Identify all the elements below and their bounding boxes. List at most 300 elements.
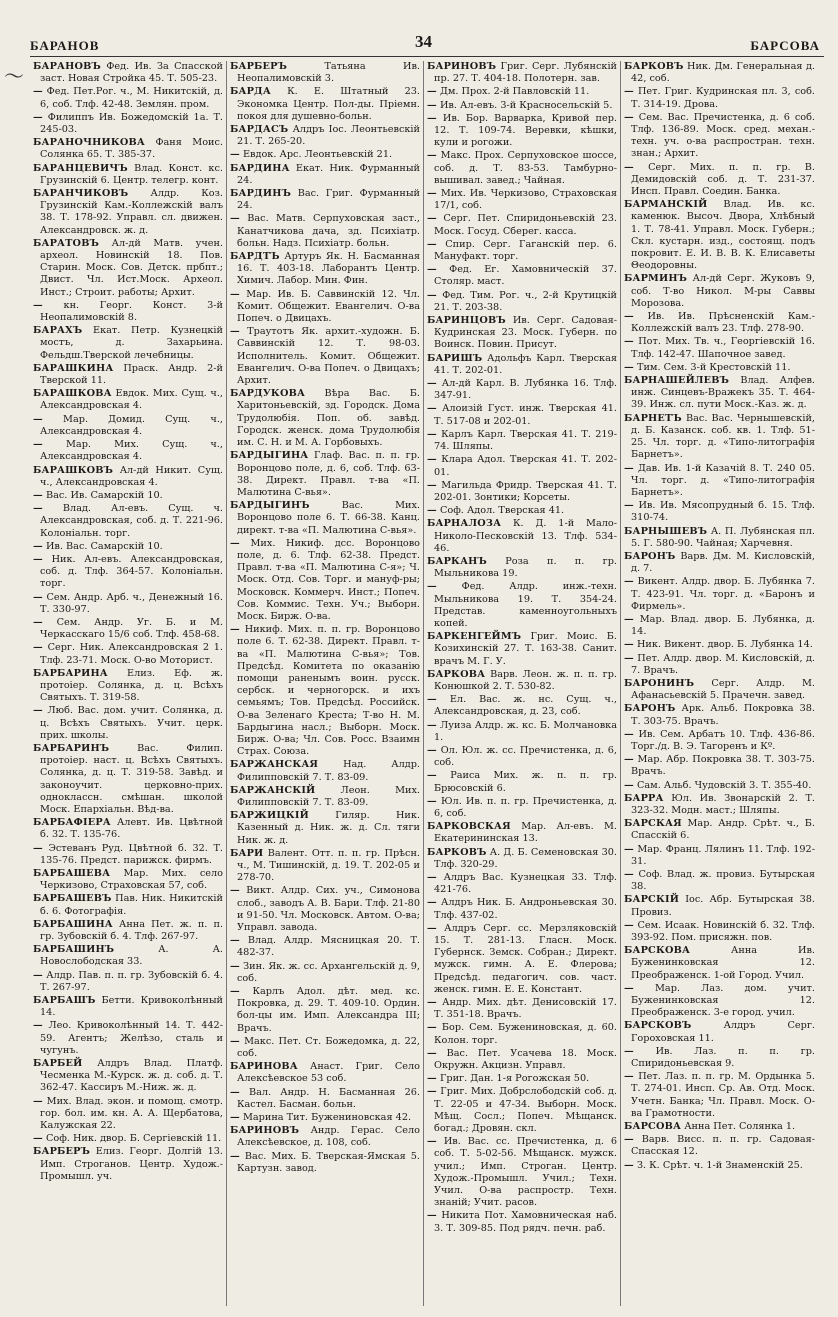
- directory-entry: [33, 1146, 223, 1183]
- directory-entry: [427, 796, 617, 820]
- entry-details: Дав. Ив. 1-й Казачій 8. Т. 240 05. Чл. торг. д. «Типо-литографія Барнетъ».: [631, 462, 815, 498]
- page-header: [30, 30, 824, 57]
- entry-details: Екат. Ник. Фурманный 24.: [237, 162, 420, 186]
- directory-entry: [624, 311, 815, 335]
- entry-details: Ал-дй Серг. Жуковъ 9, соб. Т-во Никол. М-ры Саввы Морозова.: [631, 273, 815, 309]
- entry-details: Мих. Никиф. дсс. Воронцово поле, д. 6. Тлф. 62-38. Предст. Правл. т-ва «П. Малютина С-я»; Ч. Моск. Отд. Сов. Торг. и мануф-ры; Московск. Коммерч. Инст.; Попеч. Сов. Коммис. Техн. Уч.; Выборн. Моск. Бирж. О-ва.: [237, 537, 420, 622]
- directory-entry: [230, 163, 420, 187]
- entry-surname: БАРЖАНСКАЯ: [230, 759, 319, 771]
- entry-details: Дм. Прох. 2-й Павловскій 11.: [439, 86, 590, 98]
- entry-details: Бетти. Кривоколѣнный 14.: [40, 995, 223, 1019]
- entry-details: Ол. Юл. ж. сс. Пречистенка, д. 6, соб.: [434, 744, 617, 769]
- directory-entry: [230, 885, 420, 934]
- entry-surname: —: [624, 462, 634, 474]
- entry-details: Вал. Андр. Н. Басманная 26. Кастел. Басман. больн.: [237, 1086, 420, 1110]
- entry-details: Ив. Вас. Самарскій 10.: [45, 540, 163, 552]
- entry-surname: —: [427, 428, 437, 440]
- entry-surname: БАРАНОВЪ: [33, 61, 101, 72]
- directory-entry: [427, 1136, 617, 1209]
- directory-entry: [427, 1210, 617, 1234]
- directory-entry: [427, 454, 617, 478]
- entry-surname: —: [427, 264, 437, 276]
- entry-surname: —: [427, 744, 437, 756]
- entry-surname: БАРМАНСКІЙ: [624, 199, 708, 211]
- directory-entry: [624, 336, 815, 360]
- directory-entry: [624, 703, 815, 727]
- directory-entry: [230, 935, 420, 959]
- directory-entry: [427, 847, 617, 871]
- entry-surname: —: [33, 553, 43, 565]
- entry-details: Елиз. Еф. ж. протоіер. Солянка, д. ц. Всѣхъ Святыхъ. Т. 319-58.: [40, 667, 223, 704]
- directory-entry: [230, 326, 420, 387]
- entry-surname: —: [427, 997, 437, 1009]
- entry-surname: БАРСКІЙ: [624, 894, 680, 906]
- directory-entry: [624, 413, 815, 462]
- entry-details: Фед. Пет.Рог. ч., М. Никитскій, д. 6, соб. Тлф. 42-48. Землян. пром.: [40, 86, 223, 110]
- directory-entry: [33, 1133, 223, 1145]
- entry-details: Алдр. Пав. п. п. гр. Зубовскій б. 4. Т. 267-97.: [40, 969, 223, 993]
- directory-entry: [230, 500, 420, 537]
- entry-surname: —: [427, 1086, 437, 1098]
- entry-surname: —: [230, 213, 240, 225]
- entry-details: Ник. Викент. двор. Б. Лубянка 14.: [636, 639, 813, 651]
- entry-details: Никиф. Мих. п. п. гр. Воронцово поле 6. Т. 62-38. Директ. Правл. т-ва «П. Малютина С-вья»; Тов. Предсѣд. Комитета по оказанію помощи раненымъ воин. русск. сербск. и черногорск. и ихъ семьямъ; Тов. Предсѣд. Российск. О-ва Зеленаго Креста; Т-во Н. М. Бардыгина насл.; Выборн. Моск. Бирж. О-ва; Чл. Сов. Росс. Взаимн Страх. Союза.: [237, 624, 420, 758]
- entry-surname: —: [427, 99, 437, 111]
- entry-details: Бор. Сем. Бужениновская, д. 60. Колон. торг.: [434, 1022, 617, 1046]
- entry-surname: —: [624, 869, 634, 880]
- directory-entry: [33, 238, 223, 299]
- entry-details: А. А. Новослободская 33.: [40, 944, 223, 968]
- entry-details: Григ. Дан. 1-я Рогожская 50.: [439, 1073, 590, 1085]
- entry-surname: —: [230, 1112, 240, 1124]
- entry-details: Ив. Ал-евъ. 3-й Красносельскій 5.: [439, 99, 613, 111]
- directory-entry: [33, 188, 223, 237]
- entry-surname: БАРАНЦЕВИЧЪ: [33, 162, 128, 174]
- entry-details: Ив. Сем. Арбатъ 10. Тлф. 436-86. Торг./д. В. Э. Тагоренъ и Кº.: [631, 728, 815, 752]
- entry-columns: [30, 61, 824, 1306]
- directory-entry: [427, 821, 617, 845]
- entry-details: Адольфъ Карл. Тверская 41. Т. 202-01.: [434, 352, 617, 376]
- entry-surname: —: [230, 1035, 240, 1047]
- directory-entry: [427, 113, 617, 150]
- entry-surname: БАРБАШЪ: [33, 995, 96, 1007]
- directory-entry: [33, 944, 223, 968]
- entry-details: Соф. Влад. ж. провиз. Бутырская 38.: [631, 869, 815, 893]
- directory-entry: [33, 503, 223, 540]
- directory-entry: [230, 848, 420, 885]
- column-1: [30, 61, 227, 1306]
- entry-details: Мар. Влад. двор. Б. Лубянка, д. 14.: [631, 613, 815, 638]
- entry-details: Луиза Алдр. ж. кс. Б. Молчановка 1.: [434, 719, 617, 743]
- directory-entry: [230, 1151, 420, 1175]
- entry-details: Вас. Пет. Усачева 18. Моск. Окружн. Акцизн. Управл.: [434, 1047, 617, 1072]
- directory-entry: [427, 61, 617, 85]
- entry-surname: —: [624, 779, 634, 791]
- entry-surname: —: [427, 454, 437, 466]
- directory-entry: [427, 353, 617, 377]
- directory-entry: [230, 213, 420, 250]
- entry-surname: —: [230, 624, 240, 636]
- entry-surname: —: [33, 1095, 43, 1107]
- entry-surname: БАРБЕЙ: [33, 1058, 83, 1070]
- entry-details: Карлъ Адол. дѣт. мед. кс. Покровка, д. 29. Т. 409-10. Ордин. бол-цы им. Имп. Александра III; Врачъ.: [237, 986, 420, 1034]
- entry-details: Мар. Ал-евъ. М. Екатерининская 13.: [434, 821, 617, 845]
- entry-surname: БАРРА: [624, 792, 664, 804]
- directory-entry: [230, 785, 420, 809]
- directory-entry: [624, 463, 815, 500]
- directory-entry: [33, 1058, 223, 1095]
- entry-surname: —: [427, 403, 437, 415]
- entry-surname: —: [427, 897, 437, 909]
- directory-entry: [624, 945, 815, 982]
- entry-surname: БАРОНЪ: [624, 703, 676, 715]
- directory-entry: [624, 844, 815, 868]
- entry-surname: БАРНАШЕЙЛЕВЪ: [624, 375, 730, 387]
- directory-entry: [33, 868, 223, 892]
- entry-details: Алдръ Вас. Кузнецкая 33. Тлф. 421-76.: [434, 872, 617, 896]
- entry-surname: —: [33, 540, 43, 552]
- entry-surname: БАРНЫШЕВЪ: [624, 525, 708, 537]
- directory-entry: [624, 793, 815, 817]
- directory-entry: [33, 300, 223, 324]
- entry-surname: БАРИНЦОВЪ: [427, 315, 506, 327]
- entry-surname: —: [624, 161, 634, 173]
- directory-entry: [427, 897, 617, 921]
- entry-surname: БАРИ: [230, 847, 264, 859]
- entry-details: Лео. Кривоколѣнный 14. Т. 442-59. Агентъ; Желѣзо, сталь и чугунъ.: [40, 1020, 223, 1056]
- entry-surname: БАРЖИЦКІЙ: [230, 810, 309, 822]
- entry-surname: БАРДАСЪ: [230, 124, 289, 136]
- entry-details: Филиппъ Ив. Божедомскій 1а. Т. 245-03.: [40, 111, 223, 136]
- entry-surname: БАРБАШИНЪ: [33, 944, 115, 956]
- entry-surname: БАРДЫГИНА: [230, 450, 309, 462]
- entry-details: Фед. Ив. За Спасской заст. Новая Стройка 45. Т. 505-23.: [40, 61, 223, 85]
- directory-entry: [427, 631, 617, 668]
- directory-entry: [624, 362, 815, 374]
- entry-details: Глаф. Вас. п. п. гр. Воронцово поле, д. 6, соб. Тлф. 63-38. Директ. Правл. т-ва «П. Малютина С-вья».: [237, 450, 420, 498]
- entry-details: Вас. Мих. Воронцово поле 6. Т. 66-38. Канц. директ. т-ва «П. Малютина С-вья».: [237, 500, 420, 536]
- directory-entry: [427, 290, 617, 314]
- entry-details: Влад. Ив. кс. каменюк. Высоч. Двора, Хлѣбный 1. Т. 78-41. Управл. Моск. Губерн.; Скл. кустарн. изд., состоящ. подъ покровит. Е. И. В. В. К. Елисаветы Θеодоровны.: [631, 199, 815, 272]
- entry-surname: —: [230, 149, 240, 161]
- entry-details: Марина Тит. Бужениновская 42.: [242, 1112, 412, 1124]
- entry-details: Траутотъ Як. архит.-художн. Б. Саввинскій 12. Т. 98-03. Исполнитель. Комит. Общежит. Евангелич. О-ва Попеч. о Двицахъ; Архит.: [237, 326, 420, 387]
- column-3: [424, 61, 621, 1306]
- entry-surname: БАРМИНЪ: [624, 273, 688, 285]
- directory-entry: [230, 961, 420, 985]
- directory-entry: [230, 289, 420, 326]
- entry-details: Варв. Висс. п. п. гр. Садовая-Спасская 12.: [631, 1134, 815, 1158]
- entry-surname: —: [33, 969, 43, 981]
- directory-entry: [33, 137, 223, 161]
- entry-surname: —: [624, 86, 634, 98]
- directory-entry: [427, 770, 617, 794]
- entry-surname: —: [230, 288, 240, 300]
- directory-entry: [624, 551, 815, 575]
- directory-entry: [33, 465, 223, 489]
- directory-entry: [427, 669, 617, 693]
- directory-entry: [230, 1087, 420, 1111]
- directory-entry: [427, 239, 617, 263]
- entry-details: Андр. Мих. дѣт. Денисовскій 17. Т. 351-18. Врачъ.: [434, 997, 617, 1021]
- directory-entry: [230, 759, 420, 783]
- entry-details: Алдръ Серг. сс. Мерзляковскій 15. Т. 281-13. Гласн. Моск. Губернск. Земск. Собран.; Директ. мужск. гимн. А. Е. Флерова; Предсѣд. педагогич. сов. част. женск. гимн. Е. Е. Констант.: [434, 922, 617, 995]
- entry-surname: БАРБАРИНА: [33, 667, 108, 679]
- directory-entry: [427, 315, 617, 352]
- directory-entry: [624, 199, 815, 272]
- entry-surname: —: [427, 1210, 437, 1222]
- directory-entry: [427, 518, 617, 555]
- entry-surname: —: [230, 1086, 240, 1098]
- entry-surname: —: [230, 885, 240, 897]
- entry-details: Влад. Ал-евъ. Сущ. ч. Александровская, соб. д. Т. 221-96. Колоніальн. торг.: [40, 503, 223, 539]
- entry-details: Алдр. Коз. Грузинскій Кам.-Коллежскій валъ 38. Т. 178-92. Управл. сл. движен. Александровск. ж. д.: [40, 188, 223, 236]
- entry-details: Ал-дй Карл. В. Лубянка 16. Тлф. 347-91.: [434, 378, 617, 402]
- directory-entry: [427, 188, 617, 212]
- entry-surname: —: [33, 489, 43, 501]
- entry-details: Ник. Дм. Генеральная д. 42, соб.: [631, 61, 815, 85]
- directory-entry: [33, 112, 223, 136]
- entry-surname: —: [624, 1071, 634, 1083]
- directory-entry: [230, 124, 420, 148]
- page-number: 34: [415, 32, 432, 51]
- directory-entry: [624, 576, 815, 613]
- entry-surname: БАРОНИНЪ: [624, 677, 695, 689]
- entry-surname: БАРБАРИНЪ: [33, 742, 110, 754]
- directory-entry: [33, 642, 223, 666]
- entry-details: Екат. Петр. Кузнецкій мостъ, д. Захарьина. Фельдш.Тверской лечебницы.: [40, 325, 223, 361]
- entry-details: Люб. Вас. дом. учит. Солянка, д. ц. Всѣхъ Святыхъ. Учит. церк. прих. школы.: [40, 705, 223, 741]
- directory-entry: [624, 1071, 815, 1120]
- entry-surname: —: [230, 537, 240, 549]
- directory-entry: [624, 1046, 815, 1070]
- entry-surname: —: [624, 1159, 634, 1171]
- entry-details: З. К. Срѣт. ч. 1-й Знаменскій 25.: [636, 1159, 803, 1171]
- entry-surname: —: [230, 326, 240, 338]
- entry-details: Пет. Лаз. п. п. гр. М. Ордынка 5. Т. 274-01. Инсп. Ср. Ав. Отд. Моск. Учетн. Банка; Чл. Правл. Моск. О-ва Грамотности.: [631, 1071, 815, 1119]
- entry-surname: БАРЖАНСКІЙ: [230, 784, 316, 796]
- entry-details: Вас. Мих. Б. Тверская-Ямская 5. Картузн. завод.: [237, 1150, 420, 1174]
- entry-details: Вас. Филип. протоіер. наст. ц. Всѣхъ Святыхъ. Солянка, д. ц. Т. 319-58. Завѣд. и законоучит. церковно-прих. одноклассн. смѣшан. школой Моск. Епархіальн. Вѣд-ва.: [40, 742, 223, 815]
- directory-entry: [33, 61, 223, 85]
- entry-details: Варв. Леон. ж. п. п. гр. Конюшкой 2. Т. 530-82.: [434, 668, 617, 692]
- header-left-keyword: БАРАНОВ: [30, 38, 100, 53]
- entry-details: Мар. Мих. село Черкизово, Страховская 57, соб.: [40, 868, 223, 892]
- entry-details: Ив. Вас. сс. Пречистенка, д. 6 соб. Т. 5-02-56. Мѣщанск. мужск. учил.; Имп. Строган. Центр. Худож.-Промышл. Учил.; Техн. Учил. О-ва распростр. Техн. знаній; Учит. расов.: [434, 1136, 617, 1209]
- entry-surname: —: [230, 986, 240, 998]
- directory-entry: [230, 388, 420, 449]
- directory-entry: [230, 251, 420, 288]
- entry-surname: —: [624, 982, 634, 994]
- entry-details: Ал-дй Матв. учен. археол. Новинскій 18. Пов. Старин. Моск. Сов. Детск. прбпт.; Двист. Чл. Ист.Моск. Археол. Инст.; Строит. работы; Архит.: [40, 237, 223, 298]
- entry-surname: БАРДТЪ: [230, 251, 280, 263]
- entry-surname: —: [33, 642, 43, 654]
- entry-surname: —: [33, 1020, 43, 1032]
- directory-entry: [33, 668, 223, 705]
- directory-entry: [427, 1073, 617, 1085]
- entry-surname: БАРАТОВЪ: [33, 237, 100, 249]
- directory-entry: [624, 614, 815, 638]
- entry-details: Сам. Альб. Чудовскій 3. Т. 355-40.: [636, 779, 812, 791]
- entry-details: Вѣра Вас. Б. Харитоньевскій, зд. Городск. Дома Трудолюбія. Поп. об. завѣд. Городск. женск. дома Трудолюбія им. С. Н. и М. А. Горбовыхъ.: [237, 388, 420, 449]
- entry-surname: —: [427, 238, 437, 250]
- directory-entry: [230, 450, 420, 499]
- entry-surname: БАРКОВЪ: [624, 61, 684, 72]
- entry-details: Варв. Дм. М. Кисловскій, д. 7.: [631, 550, 815, 575]
- entry-details: А. П. Лубянская пл. 5. Г. 580-90. Чайная; Харчевня.: [631, 525, 815, 549]
- directory-entry: [33, 592, 223, 616]
- entry-details: Карлъ Карл. Тверская 41. Т. 219-74. Шляпы.: [434, 428, 617, 453]
- directory-entry: [33, 743, 223, 816]
- entry-surname: —: [427, 505, 437, 517]
- entry-details: Артуръ Як. Н. Басманная 16. Т. 403-18. Лаборантъ Центр. Химич. Лабор. Мин. Фин.: [237, 251, 420, 287]
- entry-surname: —: [624, 728, 634, 740]
- directory-entry: [624, 639, 815, 651]
- entry-surname: БАРСКОВА: [624, 945, 691, 957]
- entry-surname: —: [427, 1022, 437, 1034]
- directory-entry: [33, 705, 223, 742]
- entry-details: Праск. Андр. 2-й Тверской 11.: [40, 362, 223, 387]
- entry-surname: —: [33, 439, 43, 451]
- entry-details: Фаня Моис. Солянка 65. Т. 385-37.: [40, 137, 223, 161]
- directory-entry: [427, 694, 617, 718]
- directory-entry: [624, 780, 815, 792]
- entry-surname: —: [230, 935, 240, 947]
- entry-details: Анна Пет. ж. п. п. гр. Зубовскій б. 4. Тлф. 267-97.: [40, 918, 223, 943]
- entry-surname: —: [427, 770, 437, 782]
- entry-details: Мар. Андр. Срѣт. ч., Б. Спасскій 6.: [631, 818, 815, 842]
- directory-entry: [230, 61, 420, 85]
- entry-surname: —: [427, 112, 437, 124]
- directory-entry: [33, 1096, 223, 1133]
- directory-entry: [427, 581, 617, 630]
- entry-surname: —: [427, 86, 437, 98]
- entry-details: Сем. Исаак. Новинскій б. 32. Тлф. 393-92. Пом. присяжн. пов.: [631, 919, 815, 944]
- directory-entry: [33, 163, 223, 187]
- handwritten-mark-icon: 〜: [4, 64, 24, 88]
- entry-surname: —: [427, 213, 437, 225]
- directory-entry: [33, 970, 223, 994]
- entry-surname: БАРБАШЕВЪ: [33, 893, 112, 905]
- entry-surname: —: [624, 1045, 634, 1057]
- entry-details: Вас. Матв. Серпуховская заст., Канатчикова дача, зд. Психіатр. больн. Надз. Психіатр. больн.: [237, 213, 420, 249]
- entry-details: Алдръ Іос. Леонтьевскій 21. Т. 265-20.: [237, 124, 420, 148]
- entry-details: Леон. Мих. Филипповскій 7. Т. 83-09.: [237, 784, 420, 808]
- directory-entry: [33, 817, 223, 841]
- entry-surname: —: [427, 188, 437, 200]
- entry-details: Над. Алдр. Филипповскій 7. Т. 83-09.: [237, 759, 420, 783]
- entry-details: Мих. Влад. экон. и помощ. смотр. гор. бол. им. кн. А. А. Щербатова, Калужская 22.: [40, 1095, 223, 1132]
- entry-surname: —: [230, 1150, 240, 1162]
- entry-surname: —: [624, 361, 634, 373]
- entry-surname: —: [33, 111, 43, 123]
- directory-entry: [33, 388, 223, 412]
- entry-surname: БАРДУКОВА: [230, 388, 306, 400]
- entry-details: Анаст. Григ. Село Алексѣевское 53 соб.: [237, 1061, 420, 1085]
- entry-details: Анна Пет. Солянка 1.: [684, 1121, 796, 1133]
- entry-surname: —: [427, 479, 437, 491]
- directory-entry: [427, 997, 617, 1021]
- entry-surname: БАРКОВЪ: [427, 846, 487, 858]
- directory-entry: [624, 678, 815, 702]
- directory-entry: [427, 872, 617, 896]
- entry-surname: —: [427, 694, 437, 706]
- directory-entry: [624, 86, 815, 110]
- entry-surname: —: [624, 336, 634, 348]
- entry-surname: БАРБЕРЪ: [33, 1146, 91, 1158]
- entry-surname: —: [427, 719, 437, 731]
- entry-surname: —: [230, 960, 240, 972]
- entry-details: Макс. Прох. Серпуховское шоссе, соб. д. Т. 83-53. Тамбурно-вышивал. завед.; Чайная.: [434, 150, 617, 186]
- directory-entry: [230, 1061, 420, 1085]
- directory-entry: [230, 188, 420, 212]
- entry-details: Серг. Ник. Александровская 2 1. Тлф. 23-71. Моск. О-во Моторист.: [40, 642, 223, 666]
- entry-details: Евдок. Мих. Сущ. ч., Александровская 4.: [40, 388, 223, 412]
- directory-entry: [427, 480, 617, 504]
- entry-details: Серг. Алдр. М. Афанасьевскій 5. Прачечн. завед.: [631, 677, 815, 702]
- entry-details: Вас. Ив. Самарскій 10.: [45, 489, 163, 501]
- entry-details: Татьяна Ив. Неопалимовскій 3.: [237, 61, 420, 85]
- directory-entry: [427, 429, 617, 453]
- entry-surname: —: [427, 1136, 437, 1148]
- entry-details: Ел. Вас. ж. нс. Сущ. ч., Александровская, д. 23, соб.: [434, 694, 617, 718]
- entry-details: кн. Георг. Конст. 3-й Неопалимовскій 8.: [40, 299, 223, 324]
- entry-surname: БАРИНОВА: [230, 1061, 298, 1073]
- entry-surname: —: [427, 872, 437, 883]
- entry-surname: —: [427, 1047, 437, 1059]
- entry-details: Алдръ Ник. Б. Андроньевская 30. Тлф. 437-02.: [434, 897, 617, 921]
- entry-details: Валент. Отт. п. п. гр. Прѣсн. ч., М. Тишинскій, д. 19. Т. 202-05 и 278-70.: [237, 847, 420, 884]
- entry-surname: БАРДИНЪ: [230, 188, 292, 200]
- entry-surname: —: [33, 86, 43, 98]
- directory-entry: [427, 720, 617, 744]
- entry-details: Ив. Ив. Мясопрудный б. 15. Тлф. 310-74.: [631, 500, 815, 524]
- column-2: [227, 61, 424, 1306]
- entry-surname: —: [427, 1073, 437, 1085]
- directory-entry: [427, 1022, 617, 1046]
- entry-details: Юл. Ив. Звонарскій 2. Т. 323-32. Модн. маст.; Шляпы.: [631, 792, 815, 816]
- entry-details: Сем. Вас. Пречистенка, д. 6 соб. Тлф. 136-89. Моск. сред. механ.-техн. уч. о-ва распростран. техн. знан.; Архит.: [631, 111, 815, 160]
- entry-details: Евдок. Арс. Леонтьевскій 21.: [242, 149, 393, 161]
- entry-surname: БАРАНОЧНИКОВА: [33, 137, 146, 149]
- entry-surname: БАРНАЛОЗА: [427, 518, 502, 530]
- directory-entry: [230, 1036, 420, 1060]
- entry-surname: —: [624, 111, 634, 123]
- entry-details: Мар. Франц. Лялинъ 11. Тлф. 192-31.: [631, 843, 815, 867]
- directory-entry: [230, 810, 420, 847]
- entry-surname: —: [624, 919, 634, 931]
- entry-surname: —: [624, 576, 634, 588]
- entry-details: Пет. Алдр. двор. М. Кисловскій, д. 7. Врачъ.: [631, 652, 815, 676]
- entry-details: Пот. Мих. Тв. ч., Георгіевскій 16. Тлф. 142-47. Шапочное завед.: [631, 336, 815, 360]
- entry-details: Пав. Ник. Никитскій б. 6. Фотографія.: [40, 893, 223, 917]
- entry-surname: БАРСОВА: [624, 1121, 682, 1133]
- entry-details: Влад. Конст. кс. Грузинскій 6. Центр. телегр. конт.: [40, 162, 223, 186]
- entry-surname: —: [427, 378, 437, 390]
- entry-details: Ник. Ал-евъ. Александровская, соб. д. Тлф. 364-57. Колоніальн. торг.: [40, 553, 223, 590]
- entry-details: Эстеванъ Руд. Цвѣтной б. 32. Т. 135-76. Предст. парижск. фирмъ.: [40, 842, 223, 866]
- entry-surname: —: [427, 922, 437, 934]
- directory-entry: [624, 653, 815, 677]
- directory-entry: [624, 1160, 815, 1172]
- entry-surname: БАРКОВА: [427, 668, 486, 680]
- entry-details: Іос. Абр. Бутырская 38. Провиз.: [631, 894, 815, 918]
- directory-entry: [33, 843, 223, 867]
- entry-surname: БАРДИНА: [230, 162, 290, 174]
- entry-surname: БАРОНЪ: [624, 550, 676, 562]
- entry-details: Спир. Серг. Гаганскій пер. 6. Мануфакт. торг.: [434, 238, 617, 263]
- directory-entry: [624, 869, 815, 893]
